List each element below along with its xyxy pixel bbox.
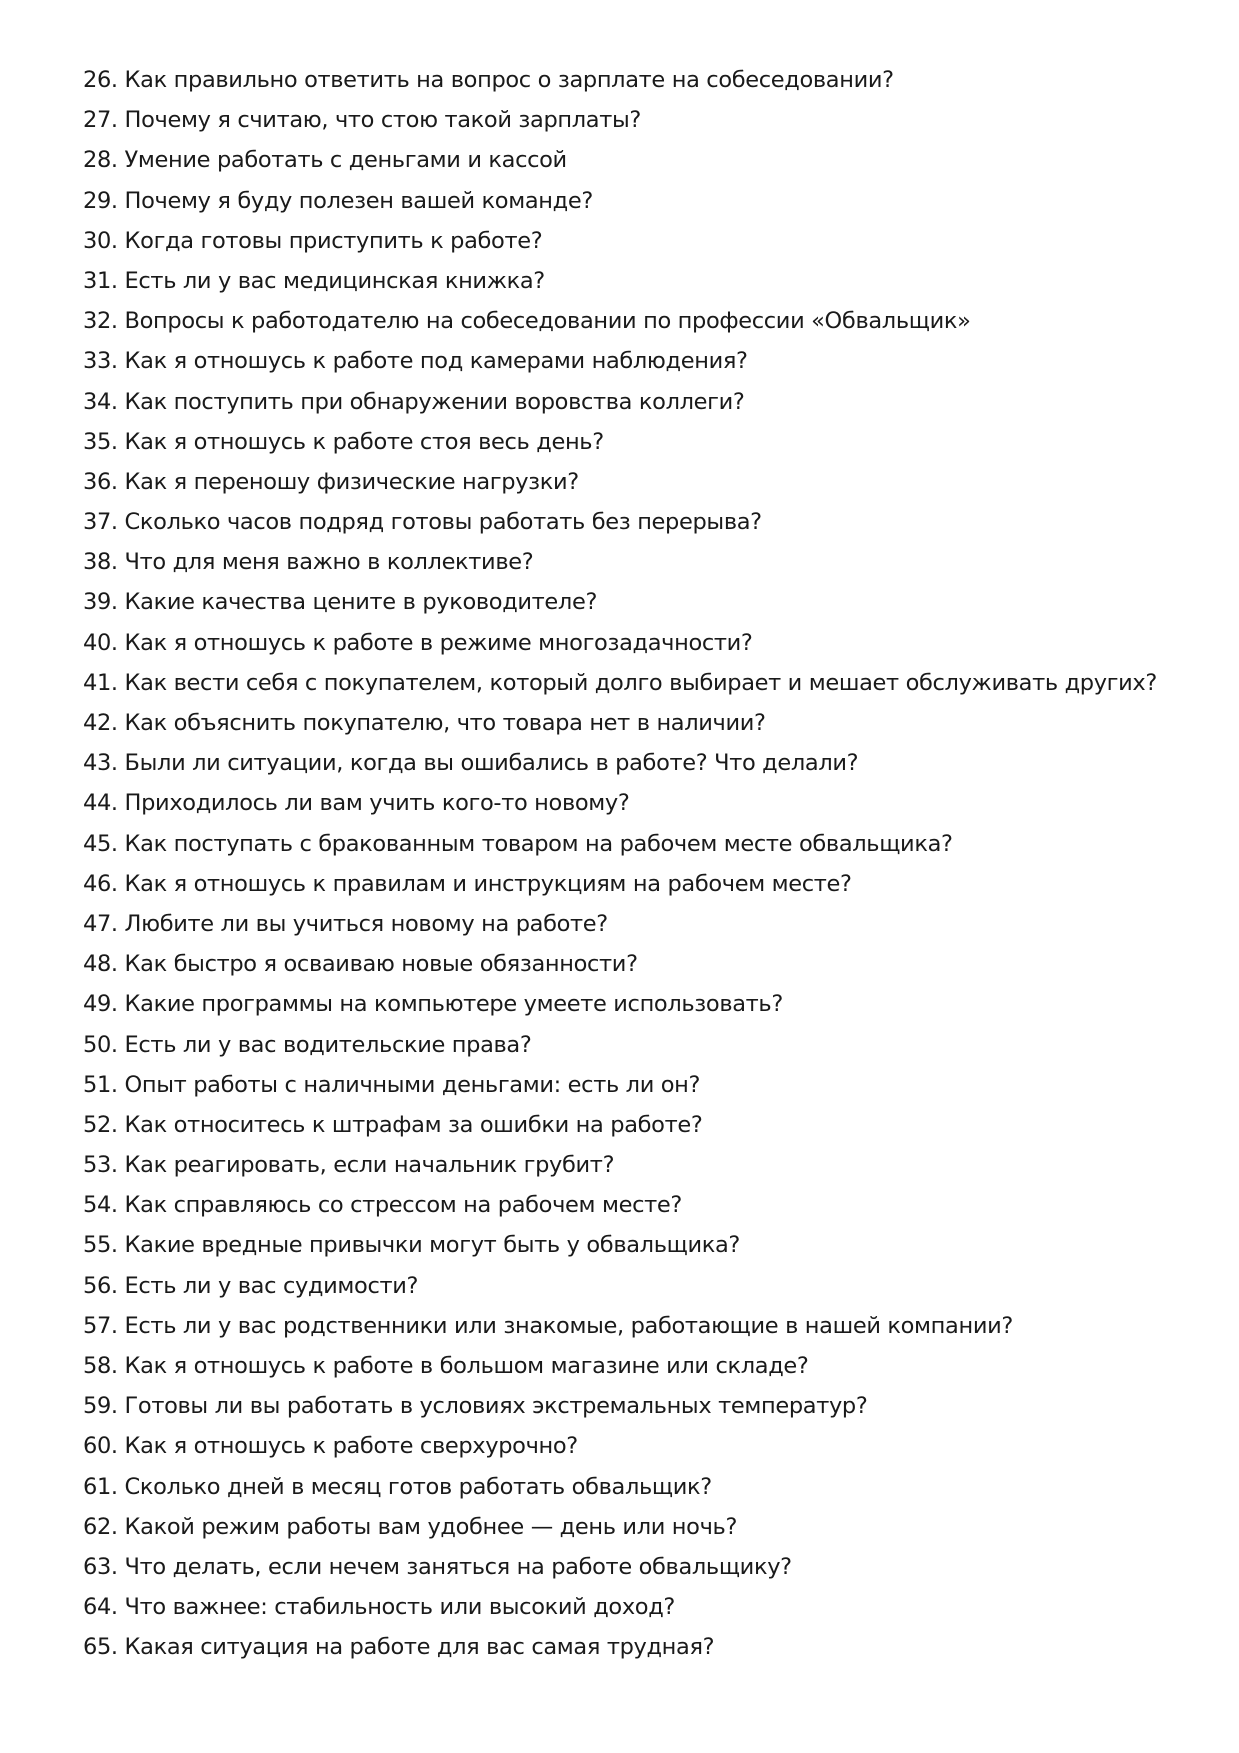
list-item [83, 1306, 1183, 1346]
question-text: Готовы ли вы работать в условиях экстремальных температур? [124, 1393, 868, 1420]
list-item [83, 382, 1183, 422]
question-number: 56. [83, 1272, 118, 1299]
question-number: 60. [83, 1433, 118, 1460]
question-text: Любите ли вы учиться новому на работе? [124, 910, 608, 937]
question-number: 49. [83, 991, 118, 1018]
question-number: 35. [83, 428, 118, 455]
list-item [83, 60, 1183, 100]
list-item [83, 181, 1183, 221]
question-text: Как быстро я осваиваю новые обязанности? [124, 951, 638, 978]
question-text: Есть ли у вас судимости? [124, 1272, 419, 1299]
list-item [83, 1467, 1183, 1507]
list-item [83, 1065, 1183, 1105]
list-item [83, 261, 1183, 301]
question-number: 32. [83, 308, 118, 335]
question-number: 45. [83, 830, 118, 857]
question-text: Как относитесь к штрафам за ошибки на работе? [124, 1111, 703, 1138]
list-item [83, 824, 1183, 864]
list-item [83, 1025, 1183, 1065]
question-text: Какие вредные привычки могут быть у обвальщика? [124, 1232, 741, 1259]
question-number: 28. [83, 147, 118, 174]
question-text: Как поступить при обнаружении воровства коллеги? [124, 388, 745, 415]
question-text: Как реагировать, если начальник грубит? [124, 1152, 615, 1179]
list-item [83, 783, 1183, 823]
question-number: 26. [83, 67, 118, 93]
question-list [83, 60, 1183, 1668]
question-text: Как поступать с бракованным товаром на рабочем месте обвальщика? [124, 830, 953, 857]
question-text: Как я отношусь к работе в большом магазине или складе? [124, 1353, 809, 1379]
question-text: Приходилось ли вам учить кого-то новому? [124, 790, 630, 817]
list-item [83, 582, 1183, 622]
list-item [83, 1145, 1183, 1185]
question-text: Что для меня важно в коллективе? [124, 549, 534, 576]
question-text: Как я отношусь к правилам и инструкциям на рабочем месте? [124, 870, 852, 897]
question-number: 62. [83, 1513, 118, 1540]
list-item [83, 100, 1183, 140]
question-number: 51. [83, 1071, 118, 1098]
list-item [83, 1627, 1183, 1667]
question-number: 39. [83, 589, 118, 616]
list-item [83, 1266, 1183, 1306]
question-number: 44. [83, 790, 118, 817]
question-text: Как я переношу физические нагрузки? [124, 468, 579, 495]
question-text: Почему я считаю, что стою такой зарплаты? [124, 107, 641, 134]
question-number: 46. [83, 870, 118, 897]
list-item [83, 1105, 1183, 1145]
question-text: Какие качества цените в руководителе? [124, 589, 598, 616]
question-text: Как справляюсь со стрессом на рабочем месте? [124, 1192, 682, 1219]
list-item [83, 1225, 1183, 1265]
list-item [83, 221, 1183, 261]
question-text: Вопросы к работодателю на собеседовании по профессии «Обвальщик» [124, 308, 971, 335]
list-item [83, 904, 1183, 944]
list-item [83, 1386, 1183, 1426]
list-item [83, 663, 1183, 703]
list-item [83, 1587, 1183, 1627]
question-text: Умение работать с деньгами и кассой [124, 147, 567, 174]
question-text: Что важнее: стабильность или высокий доход? [124, 1594, 675, 1621]
question-number: 41. [83, 669, 118, 696]
question-text: Сколько часов подряд готовы работать без перерыва? [124, 509, 762, 536]
list-item [83, 864, 1183, 904]
list-item [83, 623, 1183, 663]
question-text: Как я отношусь к работе сверхурочно? [124, 1433, 578, 1460]
question-number: 64. [83, 1594, 118, 1621]
question-text: Есть ли у вас водительские права? [124, 1031, 532, 1058]
question-number: 31. [83, 267, 118, 294]
list-item [83, 944, 1183, 984]
list-item [83, 301, 1183, 341]
question-text: Какая ситуация на работе для вас самая трудная? [124, 1634, 715, 1661]
question-number: 27. [83, 107, 118, 134]
question-number: 57. [83, 1312, 118, 1339]
question-number: 55. [83, 1232, 118, 1259]
question-text: Что делать, если нечем заняться на работе обвальщику? [124, 1553, 792, 1580]
question-number: 50. [83, 1031, 118, 1058]
question-text: Сколько дней в месяц готов работать обвальщик? [124, 1473, 712, 1500]
question-text: Как правильно ответить на вопрос о зарплате на собеседовании? [124, 67, 894, 93]
question-number: 52. [83, 1111, 118, 1138]
question-number: 38. [83, 549, 118, 576]
question-text: Как я отношусь к работе под камерами наблюдения? [124, 348, 748, 375]
question-text: Как я отношусь к работе стоя весь день? [124, 428, 604, 455]
question-text: Какой режим работы вам удобнее — день или ночь? [124, 1513, 738, 1540]
question-number: 53. [83, 1152, 118, 1179]
question-number: 63. [83, 1553, 118, 1580]
question-text: Есть ли у вас родственники или знакомые, работающие в нашей компании? [124, 1312, 1013, 1339]
question-number: 43. [83, 750, 118, 777]
list-item [83, 1346, 1183, 1386]
question-number: 42. [83, 710, 118, 736]
question-number: 37. [83, 509, 118, 536]
question-text: Как объяснить покупателю, что товара нет в наличии? [124, 710, 766, 736]
question-number: 48. [83, 951, 118, 978]
list-item [83, 984, 1183, 1024]
list-item [83, 1507, 1183, 1547]
list-item [83, 1547, 1183, 1587]
question-number: 47. [83, 910, 118, 937]
question-text: Почему я буду полезен вашей команде? [124, 187, 593, 214]
question-number: 36. [83, 468, 118, 495]
list-item [83, 743, 1183, 783]
list-item [83, 703, 1183, 743]
list-item [83, 140, 1183, 180]
question-text: Опыт работы с наличными деньгами: есть ли он? [124, 1071, 701, 1098]
list-item [83, 341, 1183, 381]
list-item [83, 1185, 1183, 1225]
question-text: Есть ли у вас медицинская книжка? [124, 267, 545, 294]
question-text: Были ли ситуации, когда вы ошибались в работе? Что делали? [124, 750, 859, 777]
question-number: 30. [83, 227, 118, 254]
list-item [83, 422, 1183, 462]
question-number: 61. [83, 1473, 118, 1500]
question-text: Когда готовы приступить к работе? [124, 227, 543, 254]
question-text: Как я отношусь к работе в режиме многозадачности? [124, 629, 753, 656]
question-number: 65. [83, 1634, 118, 1661]
list-item [83, 1426, 1183, 1466]
list-item [83, 542, 1183, 582]
question-number: 34. [83, 388, 118, 415]
question-number: 58. [83, 1353, 118, 1379]
question-text: Как вести себя с покупателем, который долго выбирает и мешает обслуживать других? [124, 669, 1157, 696]
question-text: Какие программы на компьютере умеете использовать? [124, 991, 783, 1018]
question-number: 59. [83, 1393, 118, 1420]
question-number: 40. [83, 629, 118, 656]
list-item [83, 462, 1183, 502]
question-number: 54. [83, 1192, 118, 1219]
question-number: 29. [83, 187, 118, 214]
list-item [83, 502, 1183, 542]
question-number: 33. [83, 348, 118, 375]
